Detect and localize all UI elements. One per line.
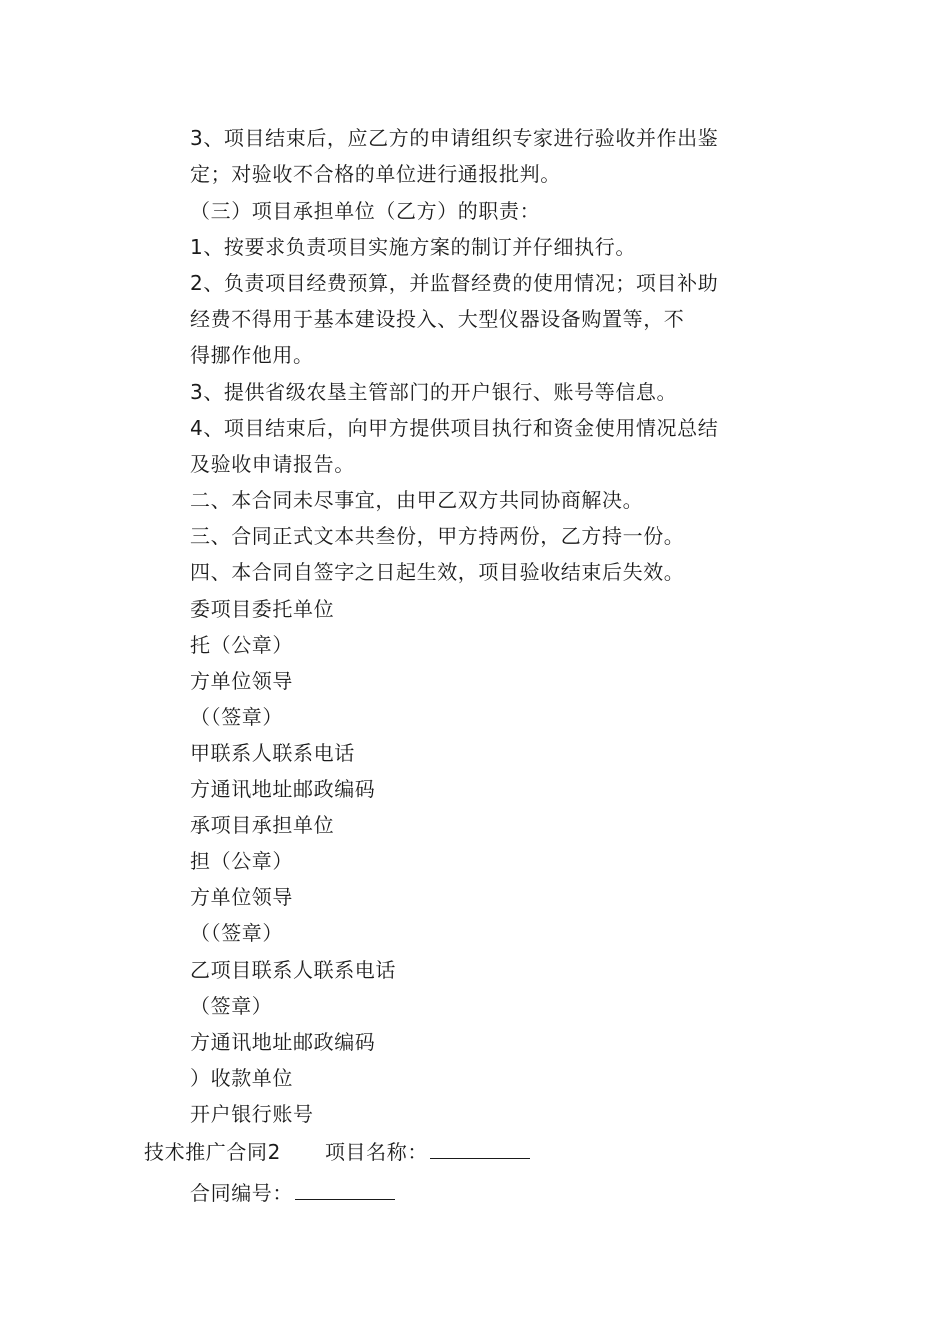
signature-row: 甲联系人联系电话 <box>190 741 355 765</box>
paragraph: 得挪作他用。 <box>190 343 314 367</box>
paragraph: 3、提供省级农垦主管部门的开户银行、账号等信息。 <box>190 380 678 404</box>
project-name-blank <box>430 1138 530 1159</box>
signature-row: 托（公章） <box>190 633 293 657</box>
contract-number-label: 合同编号： <box>190 1181 293 1205</box>
signature-row: 方通讯地址邮政编码 <box>190 777 376 801</box>
contract-number-blank <box>295 1179 395 1200</box>
signature-row: 乙项目联系人联系电话 <box>190 958 396 982</box>
contract-number-row <box>190 1179 395 1205</box>
clause: 二、本合同未尽事宜，由甲乙双方共同协商解决。 <box>190 488 644 512</box>
section-heading: （三）项目承担单位（乙方）的职责： <box>190 199 541 223</box>
paragraph: 2、负责项目经费预算，并监督经费的使用情况；项目补助 <box>190 271 719 295</box>
paragraph: 3、项目结束后，应乙方的申请组织专家进行验收并作出鉴 <box>190 126 719 150</box>
signature-row: （签章） <box>190 994 273 1018</box>
signature-row: 开户银行账号 <box>190 1102 314 1126</box>
contract-header-row <box>144 1138 530 1164</box>
signature-row: 委项目委托单位 <box>190 597 335 621</box>
signature-row: 方单位领导 <box>190 885 293 909</box>
clause: 四、本合同自签字之日起生效，项目验收结束后失效。 <box>190 560 685 584</box>
signature-row: 担（公章） <box>190 849 293 873</box>
signature-row: ）收款单位 <box>190 1066 293 1090</box>
clause: 三、合同正式文本共叁份，甲方持两份，乙方持一份。 <box>190 524 685 548</box>
signature-row: （（签章） <box>190 705 283 729</box>
paragraph: 1、按要求负责项目实施方案的制订并仔细执行。 <box>190 235 636 259</box>
paragraph: 经费不得用于基本建设投入、大型仪器设备购置等，不 <box>190 307 685 331</box>
document-title: 技术推广合同2 <box>144 1140 281 1164</box>
signature-row: 承项目承担单位 <box>190 813 335 837</box>
signature-row: 方通讯地址邮政编码 <box>190 1030 376 1054</box>
signature-row: （（签章） <box>190 921 283 945</box>
paragraph: 定；对验收不合格的单位进行通报批判。 <box>190 162 561 186</box>
paragraph: 及验收申请报告。 <box>190 452 355 476</box>
paragraph: 4、项目结束后，向甲方提供项目执行和资金使用情况总结 <box>190 416 719 440</box>
project-name-label: 项目名称： <box>324 1140 428 1164</box>
signature-row: 方单位领导 <box>190 669 293 693</box>
